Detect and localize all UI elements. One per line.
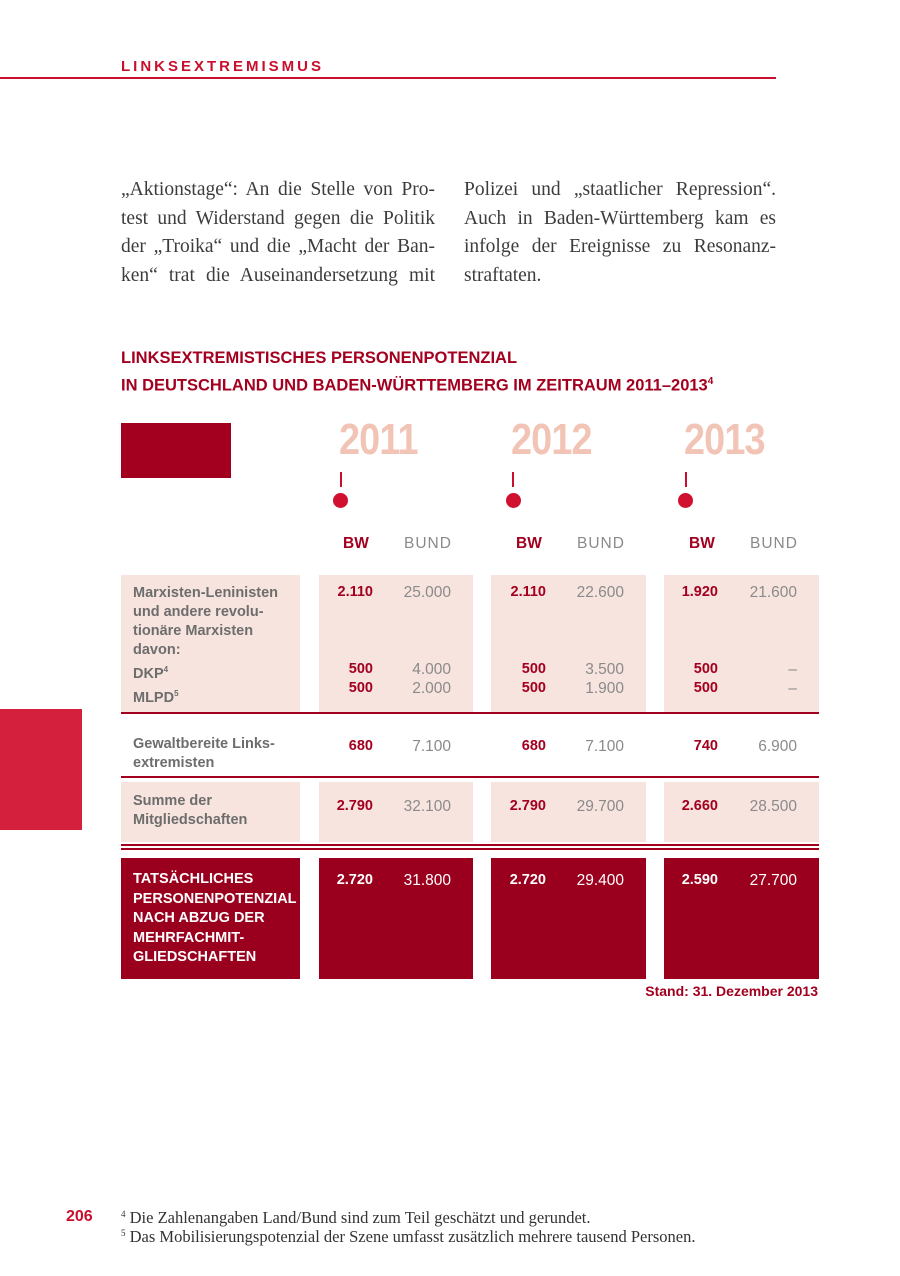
cell-bund: 7.100 [585,738,624,755]
table-title-line1: LINKSEXTREMISTISCHES PERSONENPOTENZIAL [121,349,518,367]
cell-bund: 3.500 [585,661,624,678]
cell-bund: 6.900 [758,738,797,755]
row-label-gewaltbereite [133,735,275,773]
year-dot [333,493,348,508]
body-line: straftaten. [464,264,542,286]
year-tick [512,472,514,487]
row-label-tatsaechlich [133,870,297,968]
cell-bw: 2.790 [336,798,373,814]
col-header-bw: BW [689,535,715,552]
cell-bw: 2.660 [681,798,718,814]
page-number: 206 [66,1208,93,1225]
cell-bw: 2.790 [509,798,546,814]
footnote-ref: 5 [121,1228,126,1238]
cell-bw: 500 [521,661,546,677]
row-divider [121,776,819,778]
cell-bw: 500 [693,680,718,696]
label-line: GLIEDSCHAFTEN [133,949,257,965]
mlpd-label: MLPD [133,689,175,706]
cell-bund: 21.600 [749,584,797,601]
table-title-line2 [121,376,713,396]
year-tick [685,472,687,487]
cell-bw: 2.590 [681,872,718,888]
cell-bw: 2.720 [336,872,373,888]
col-header-bw: BW [516,535,542,552]
cell-bund: 28.500 [749,798,797,815]
cell-bund: 25.000 [403,584,451,601]
cell-bund: 29.700 [576,798,624,815]
row-divider [121,848,819,850]
cell-bw: 680 [521,738,546,754]
label-line: davon: [133,642,181,658]
row-label-marxisten [133,584,278,708]
footnote-text: Die Zahlenangaben Land/Bund sind zum Teil geschätzt und gerundet. [129,1208,591,1227]
cell-bw: 1.920 [681,584,718,600]
col-header-bund: BUND [750,535,798,552]
year-tick [340,472,342,487]
label-line: MEHRFACHMIT- [133,929,245,946]
col-header-bund: BUND [577,535,625,552]
cell-bw: 500 [348,680,373,696]
cell-bw: 680 [348,738,373,754]
year-2012: 2012 [511,415,592,464]
footnote-text: Das Mobilisierungspotenzial der Szene umfasst zusätzlich mehrere tausend Personen. [129,1227,696,1246]
table-title-text: IN DEUTSCHLAND UND BADEN-WÜRTTEMBERG IM ZEITRAUM 2011–2013 [121,376,708,395]
cell-bund: 7.100 [412,738,451,755]
row-divider [121,712,819,714]
cell-bw: 2.110 [337,584,373,600]
body-line: der „Troika“ und die „Macht der Ban- [121,236,435,258]
label-line: Gewaltbereite Links- [133,736,275,752]
body-line: ken“ trat die Auseinandersetzung mit [121,264,435,286]
cell-bund: 29.400 [576,872,624,889]
row-divider [121,844,819,846]
body-line: Auch in Baden-Württemberg kam es [464,207,776,229]
footnote-5 [121,1227,696,1247]
label-line-dkp [133,660,278,684]
footnote-4 [121,1208,591,1228]
stand-note: Stand: 31. Dezember 2013 [645,983,818,999]
cell-bund: 32.100 [403,798,451,815]
footnote-ref: 4 [121,1209,126,1219]
year-2011: 2011 [339,415,418,464]
year-dot [678,493,693,508]
body-text-left [121,176,435,290]
cell-bund: 4.000 [412,661,451,678]
cell-bund: – [788,680,797,697]
cell-bw: 2.720 [509,872,546,888]
section-title: LINKSEXTREMISMUS [121,58,325,75]
label-line: Mitgliedschaften [133,812,248,828]
cell-bw: 740 [693,738,718,754]
label-line: extremisten [133,755,215,771]
legend-block [121,423,231,478]
label-line: PERSONENPOTENZIAL [133,890,297,907]
cell-bw: 500 [693,661,718,677]
body-line: test und Widerstand gegen die Politik [121,207,435,229]
cell-bund: 1.900 [585,680,624,697]
footnote-ref: 4 [707,376,714,387]
body-text-right [464,176,776,290]
footnote-ref: 5 [174,688,179,698]
cell-bw: 500 [348,661,373,677]
year-dot [506,493,521,508]
dkp-label: DKP [133,665,164,682]
col-header-bund: BUND [404,535,452,552]
cell-bund: – [788,661,797,678]
cell-bund: 22.600 [576,584,624,601]
label-line: Summe der [133,793,212,809]
cell-bw: 500 [521,680,546,696]
label-line-mlpd [133,684,278,708]
year-2013: 2013 [684,415,765,464]
cell-bw: 2.110 [510,584,546,600]
cell-bund: 2.000 [412,680,451,697]
label-line: und andere revolu- [133,604,264,620]
cell-bund: 31.800 [403,872,451,889]
footnote-ref: 4 [163,665,169,674]
col-header-bw: BW [343,535,369,552]
label-line: NACH ABZUG DER [133,910,265,926]
label-line: Marxisten-Leninisten [133,585,279,601]
body-line: Polizei und „staatlicher Repression“. [464,179,776,200]
row-label-summe [133,792,247,830]
side-marker [0,709,82,830]
body-line: infolge der Ereignisse zu Resonanz- [464,236,776,258]
label-line: TATSÄCHLICHES [133,871,254,887]
body-line: „Aktionstage“: An die Stelle von Pro- [121,179,435,200]
cell-bund: 27.700 [749,872,797,889]
header-rule [0,77,776,79]
label-line: tionäre Marxisten [133,623,254,639]
